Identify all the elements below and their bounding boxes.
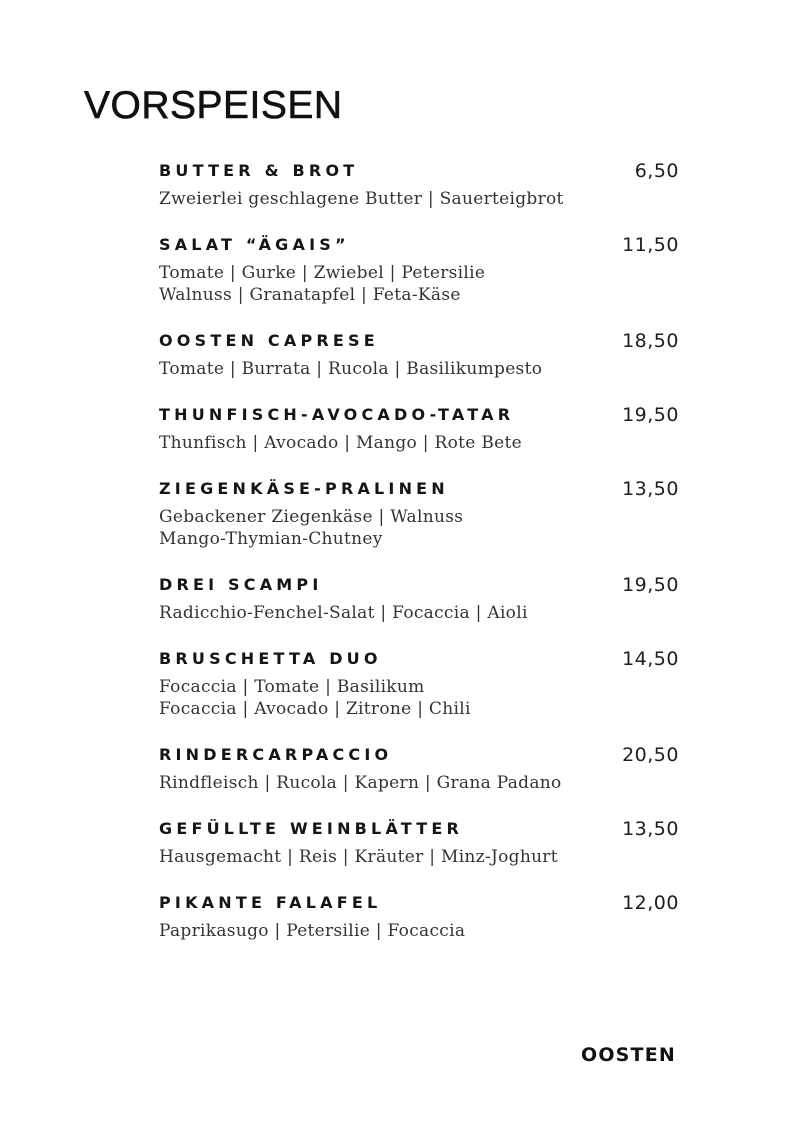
description-line: Hausgemacht | Reis | Kräuter | Minz-Joghurt	[159, 847, 558, 867]
menu-item-description	[159, 506, 679, 550]
menu-item-price: 19,50	[622, 574, 679, 596]
menu-item-price: 6,50	[634, 160, 679, 182]
description-line: Zweierlei geschlagene Butter | Sauerteigbrot	[159, 189, 564, 209]
menu-item-price: 12,00	[622, 892, 679, 914]
page-title: VORSPEISEN	[84, 84, 343, 127]
menu-item-price: 20,50	[622, 744, 679, 766]
menu-item-header	[159, 232, 679, 258]
menu-item-price: 13,50	[622, 818, 679, 840]
description-line: Thunfisch | Avocado | Mango | Rote Bete	[159, 433, 522, 453]
menu-item-name: RINDERCARPACCIO	[159, 745, 393, 764]
menu-item-name: OOSTEN CAPRESE	[159, 331, 379, 350]
description-line: Focaccia | Avocado | Zitrone | Chili	[159, 699, 471, 719]
description-line: Mango-Thymian-Chutney	[159, 529, 383, 549]
menu-item-price: 19,50	[622, 404, 679, 426]
menu-item-description	[159, 262, 679, 306]
menu-item-header	[159, 402, 679, 428]
description-line: Paprikasugo | Petersilie | Focaccia	[159, 921, 466, 941]
menu-item-name: GEFÜLLTE WEINBLÄTTER	[159, 819, 464, 838]
menu-item-header	[159, 572, 679, 598]
menu-item-description	[159, 432, 679, 454]
menu-item-header	[159, 328, 679, 354]
description-line: Rindfleisch | Rucola | Kapern | Grana Padano	[159, 773, 562, 793]
menu-item	[159, 572, 679, 624]
menu-item	[159, 742, 679, 794]
menu-item-description	[159, 920, 679, 942]
menu-item	[159, 890, 679, 942]
menu-item-name: THUNFISCH-AVOCADO-TATAR	[159, 405, 515, 424]
menu-item-description	[159, 846, 679, 868]
menu-item-price: 14,50	[622, 648, 679, 670]
menu-item-description	[159, 772, 679, 794]
description-line: Tomate | Burrata | Rucola | Basilikumpesto	[159, 359, 543, 379]
menu-list	[159, 158, 679, 964]
menu-item-name: PIKANTE FALAFEL	[159, 893, 382, 912]
menu-item-description	[159, 676, 679, 720]
menu-item	[159, 158, 679, 210]
menu-item-name: DREI SCAMPI	[159, 575, 323, 594]
menu-item-name: BUTTER & BROT	[159, 161, 359, 180]
menu-item-header	[159, 890, 679, 916]
menu-item-price: 18,50	[622, 330, 679, 352]
brand-logo: OOSTEN	[580, 1044, 676, 1066]
menu-item-name: BRUSCHETTA DUO	[159, 649, 382, 668]
description-line: Radicchio-Fenchel-Salat | Focaccia | Aioli	[159, 603, 528, 623]
menu-item	[159, 476, 679, 550]
menu-item-header	[159, 646, 679, 672]
description-line: Tomate | Gurke | Zwiebel | Petersilie	[159, 263, 486, 283]
description-line: Focaccia | Tomate | Basilikum	[159, 677, 425, 697]
menu-item-description	[159, 188, 679, 210]
menu-item-header	[159, 158, 679, 184]
menu-item	[159, 328, 679, 380]
menu-item-header	[159, 742, 679, 768]
menu-item-description	[159, 358, 679, 380]
menu-item	[159, 232, 679, 306]
menu-item-price: 11,50	[622, 234, 679, 256]
menu-item-description	[159, 602, 679, 624]
menu-item-header	[159, 816, 679, 842]
description-line: Gebackener Ziegenkäse | Walnuss	[159, 507, 464, 527]
menu-item-price: 13,50	[622, 478, 679, 500]
menu-item	[159, 646, 679, 720]
menu-item	[159, 402, 679, 454]
menu-item-name: SALAT “ÄGAIS”	[159, 235, 350, 254]
menu-item-header	[159, 476, 679, 502]
menu-item-name: ZIEGENKÄSE-PRALINEN	[159, 479, 449, 498]
menu-item	[159, 816, 679, 868]
description-line: Walnuss | Granatapfel | Feta-Käse	[159, 285, 461, 305]
